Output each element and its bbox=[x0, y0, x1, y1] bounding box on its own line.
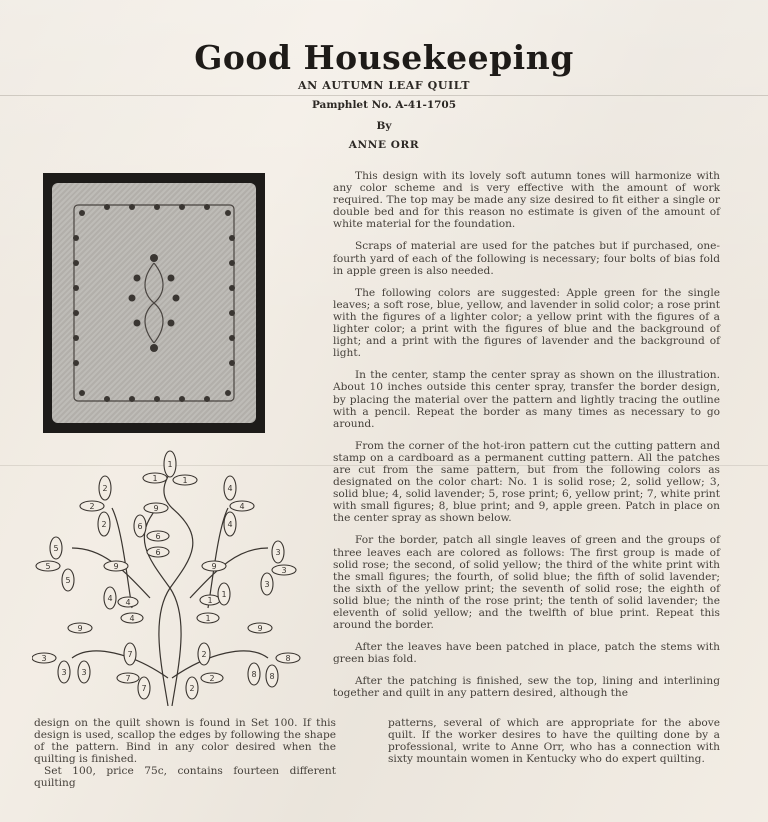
paragraph-materials: Scraps of material are used for the patches but if purchased, one-fourth yard of each of the following is necessary; four bolts of bias fold in apple green is also needed. bbox=[333, 240, 720, 277]
paragraph-intro: This design with its lovely soft autumn tones will harmonize with any color scheme and is very effective with the amount of work required. The top may be made any size desired to fit either a single or double bed and for this reason no estimate is given of the amount of white material for the foundation. bbox=[333, 170, 720, 231]
svg-text:6: 6 bbox=[155, 548, 161, 557]
paragraph-border: For the border, patch all single leaves of green and the groups of three leaves each are colored as follows: The first group is made of solid rose; the second, of solid yellow; the third of the white print with the small figures; the fourth, of solid blue; the fifth of solid lavender; the sixth of the yellow print; the seventh of solid rose; the eighth of solid blue; the ninth of the rose print; the tenth of solid lavender; the eleventh of solid yellow; and the twelfth of blue print. Repeat this around the border. bbox=[333, 534, 720, 632]
paragraph-cutting: From the corner of the hot-iron pattern cut the cutting pattern and stamp on a cardboard as a permanent cutting pattern. All the patches are cut from the same pattern, but from the following colors as designated on the color chart: No. 1 is solid rose; 2, solid yellow; 3, solid blue; 4, solid lavender; 5, rose print; 6, yellow print; 7, white print with small figures; 8, blue print; and 9, apple green. Patch in place on the center spray as shown below. bbox=[333, 439, 720, 525]
byline-by: By bbox=[376, 120, 392, 132]
svg-text:1: 1 bbox=[152, 474, 158, 483]
svg-text:3: 3 bbox=[81, 668, 87, 677]
svg-text:7: 7 bbox=[141, 684, 147, 693]
svg-text:3: 3 bbox=[275, 548, 281, 557]
instructions-column bbox=[333, 170, 720, 710]
svg-text:5: 5 bbox=[65, 576, 71, 585]
quilt-photo bbox=[43, 173, 265, 433]
svg-text:3: 3 bbox=[41, 654, 47, 663]
masthead: Good Housekeeping bbox=[194, 38, 574, 77]
svg-text:4: 4 bbox=[107, 594, 113, 603]
svg-text:1: 1 bbox=[182, 476, 188, 485]
svg-text:2: 2 bbox=[189, 684, 195, 693]
svg-text:6: 6 bbox=[137, 522, 143, 531]
svg-text:2: 2 bbox=[102, 484, 108, 493]
svg-text:3: 3 bbox=[264, 580, 270, 589]
quilt-pattern-icon bbox=[52, 183, 256, 423]
svg-text:8: 8 bbox=[285, 654, 291, 663]
svg-text:4: 4 bbox=[129, 614, 135, 623]
quilt-title: AN AUTUMN LEAF QUILT bbox=[297, 79, 471, 92]
svg-text:1: 1 bbox=[167, 460, 173, 469]
paragraph-set-price: Set 100, price 75c, contains fourteen different quilting bbox=[34, 765, 336, 790]
svg-text:9: 9 bbox=[77, 624, 83, 633]
svg-text:4: 4 bbox=[227, 520, 233, 529]
svg-text:9: 9 bbox=[257, 624, 263, 633]
svg-text:2: 2 bbox=[201, 650, 207, 659]
svg-text:8: 8 bbox=[269, 672, 275, 681]
right-continuation-column bbox=[388, 717, 720, 765]
author-name: ANNE ORR bbox=[348, 139, 420, 151]
svg-text:2: 2 bbox=[101, 520, 107, 529]
svg-text:1: 1 bbox=[205, 614, 211, 623]
svg-text:7: 7 bbox=[127, 650, 133, 659]
paragraph-stems: After the leaves have been patched in place, patch the stems with green bias fold. bbox=[333, 641, 720, 666]
svg-text:7: 7 bbox=[125, 674, 131, 683]
svg-text:4: 4 bbox=[227, 484, 233, 493]
svg-text:9: 9 bbox=[211, 562, 217, 571]
svg-text:9: 9 bbox=[153, 504, 159, 513]
paragraph-quilting: After the patching is finished, sew the top, lining and interlining together and quilt in any pattern desired, although the bbox=[333, 675, 720, 700]
leaf-spray-diagram bbox=[32, 448, 308, 706]
quilt-fabric bbox=[52, 183, 256, 423]
paragraph-quilting-set: design on the quilt shown is found in Set 100. If this design is used, scallop the edges by following the shape of the pattern. Bind in any color desired when the quilting is finished. bbox=[34, 717, 336, 766]
paragraph-colors: The following colors are suggested: Apple green for the single leaves; a soft rose, blue, yellow, and lavender in solid color; a rose print with the figures of a lighter color; a yellow print with the figures of a lighter color; a print with the figures of blue and the background of light; and a print with the figures of lavender and the background of light. bbox=[333, 286, 720, 360]
svg-text:2: 2 bbox=[89, 502, 95, 511]
pamphlet-number: Pamphlet No. A-41-1705 bbox=[311, 99, 457, 111]
paper-crease bbox=[0, 95, 768, 96]
svg-text:2: 2 bbox=[209, 674, 215, 683]
paragraph-professional-quilting: patterns, several of which are appropriate for the above quilt. If the worker desires to have the quilting done by a professional, write to Anne Orr, who has a connection with sixty mountain women in Kentucky who do expert quilting. bbox=[388, 717, 720, 766]
svg-text:6: 6 bbox=[155, 532, 161, 541]
svg-text:5: 5 bbox=[45, 562, 51, 571]
svg-text:8: 8 bbox=[251, 670, 257, 679]
svg-text:9: 9 bbox=[113, 562, 119, 571]
svg-text:1: 1 bbox=[221, 590, 227, 599]
svg-text:4: 4 bbox=[125, 598, 131, 607]
svg-text:3: 3 bbox=[281, 566, 287, 575]
svg-text:5: 5 bbox=[53, 544, 59, 553]
svg-text:3: 3 bbox=[61, 668, 67, 677]
paragraph-stamping: In the center, stamp the center spray as shown on the illustration. About 10 inches outside this center spray, transfer the border design, by placing the material over the pattern and lightly tracing the outline with a pencil. Repeat the border as many times as necessary to go around. bbox=[333, 369, 720, 430]
svg-text:4: 4 bbox=[239, 502, 245, 511]
svg-text:1: 1 bbox=[207, 596, 213, 605]
left-continuation-column bbox=[34, 717, 336, 790]
